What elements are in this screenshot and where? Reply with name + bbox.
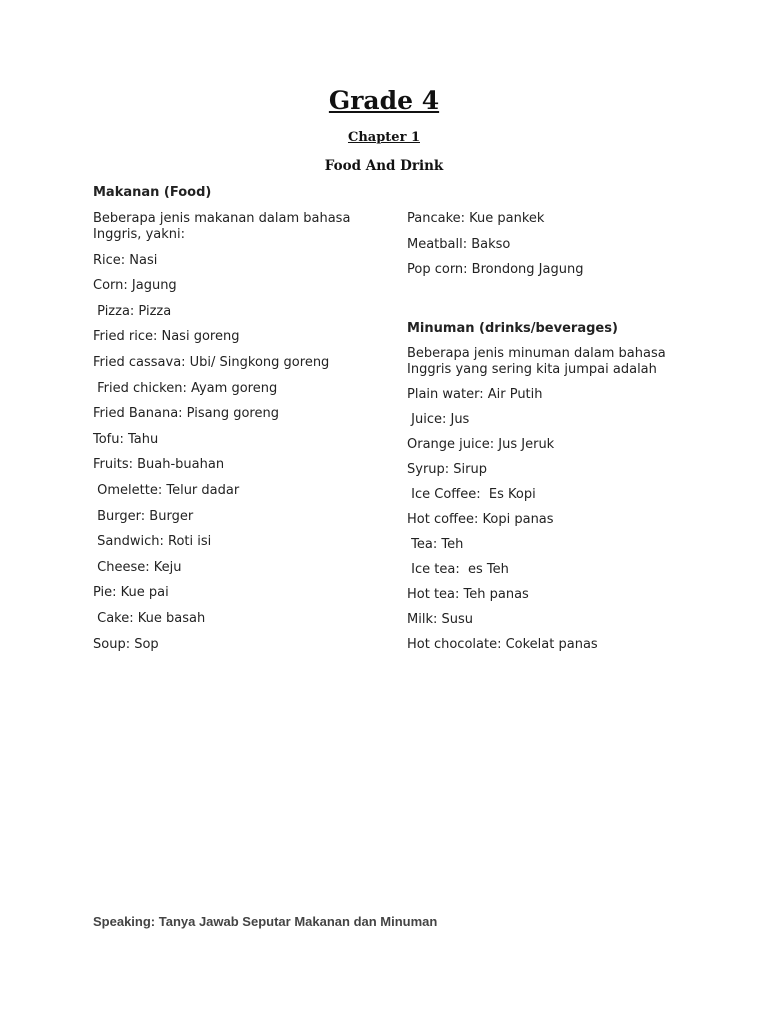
chapter-heading: Chapter 1 (347, 130, 420, 145)
food-item: Fruits: Buah-buahan (93, 457, 225, 473)
drink-item: Hot chocolate: Cokelat panas (407, 637, 598, 652)
drink-item: Tea: Teh (407, 537, 464, 552)
drink-item: Ice tea: es Teh (407, 562, 509, 577)
food-list-continued (407, 211, 707, 288)
speaking-footer: Speaking: Tanya Jawab Seputar Makanan dan Minuman (93, 914, 438, 929)
food-item: Omelette: Telur dadar (93, 482, 240, 498)
drinks-list (407, 346, 707, 662)
food-item: Fried cassava: Ubi/ Singkong goreng (93, 354, 330, 370)
drinks-intro: Beberapa jenis minuman dalam bahasa Inggris yang sering kita jumpai adalah (407, 346, 670, 377)
drink-item: Hot coffee: Kopi panas (407, 512, 554, 527)
food-item: Cake: Kue basah (93, 610, 206, 626)
food-item: Cheese: Keju (93, 559, 182, 575)
food-item: Rice: Nasi (93, 252, 158, 268)
food-item: Meatball: Bakso (407, 236, 511, 252)
drink-item: Ice Coffee: Es Kopi (407, 487, 536, 502)
food-item: Soup: Sop (93, 636, 159, 652)
food-item: Pancake: Kue pankek (407, 211, 545, 226)
food-item: Burger: Burger (93, 508, 194, 524)
section-subtitle: Food And Drink (324, 158, 444, 174)
drink-item: Syrup: Sirup (407, 462, 487, 477)
food-item: Corn: Jagung (93, 278, 177, 294)
food-item: Fried chicken: Ayam goreng (93, 380, 278, 396)
drink-item: Milk: Susu (407, 612, 473, 627)
food-item: Pop corn: Brondong Jagung (407, 262, 584, 278)
page-title: Grade 4 (328, 86, 440, 115)
food-heading: Makanan (Food) (93, 185, 212, 200)
drink-item: Orange juice: Jus Jeruk (407, 437, 555, 452)
food-item: Fried Banana: Pisang goreng (93, 406, 279, 422)
food-item: Pizza: Pizza (93, 303, 172, 319)
drinks-heading: Minuman (drinks/beverages) (407, 321, 618, 336)
food-item: Sandwich: Roti isi (93, 534, 212, 550)
drink-item: Juice: Jus (407, 412, 470, 427)
food-item: Tofu: Tahu (93, 431, 159, 447)
drink-item: Hot tea: Teh panas (407, 587, 529, 602)
food-item: Fried rice: Nasi goreng (93, 329, 240, 345)
food-list (93, 211, 383, 662)
food-intro: Beberapa jenis makanan dalam bahasa Inggris, yakni: (93, 211, 355, 242)
drink-item: Plain water: Air Putih (407, 387, 543, 402)
food-item: Pie: Kue pai (93, 585, 169, 601)
